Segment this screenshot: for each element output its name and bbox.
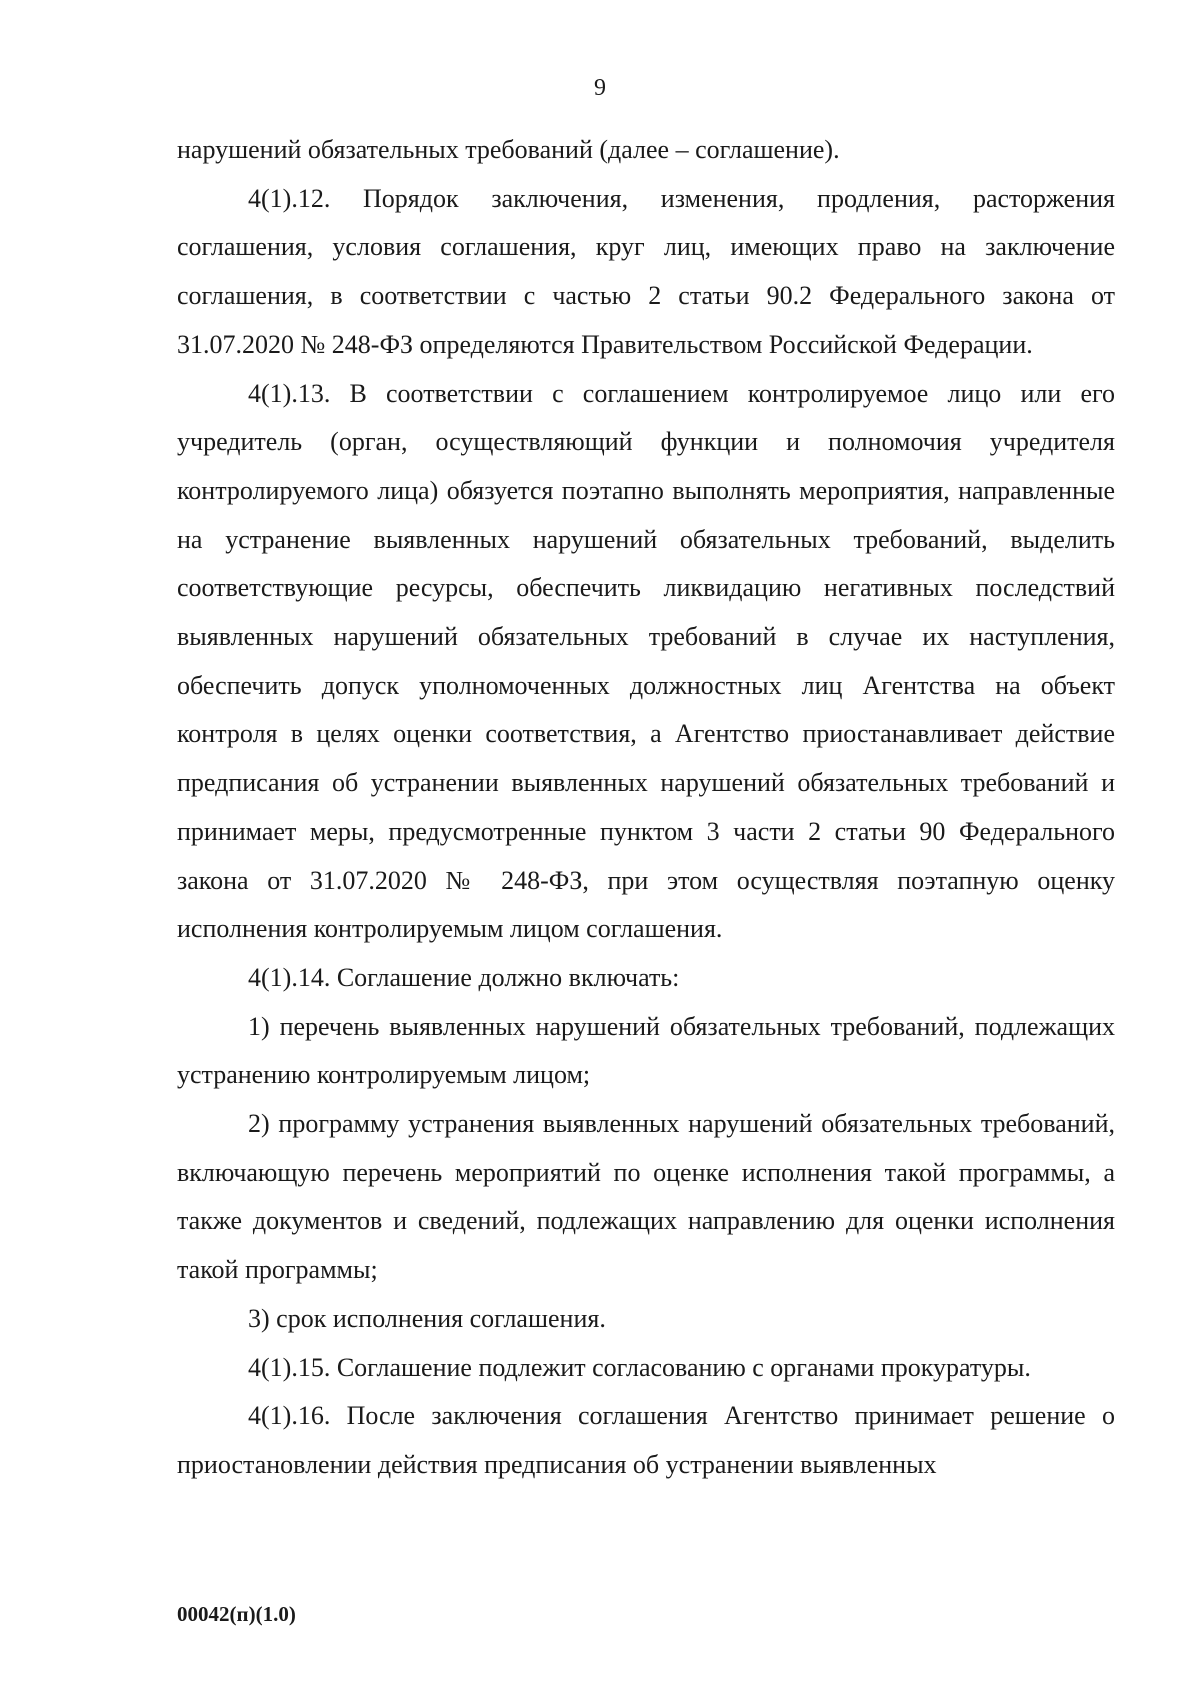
list-item-2: 2) программу устранения выявленных нарушений обязательных требований, включающую перечень мероприятий по оценке исполнения такой программы, а также документов и сведений, подлежащих направлению для оценки исполнения такой программы;: [177, 1109, 1115, 1285]
paragraph-continuation: нарушений обязательных требований (далее – соглашение).: [177, 135, 840, 164]
list-item-3: 3) срок исполнения соглашения.: [248, 1303, 606, 1333]
document-body: [177, 126, 1115, 1490]
document-footer-code: 00042(п)(1.0): [177, 1602, 296, 1626]
paragraph-4-1-16: 4(1).16. После заключения соглашения Агентство принимает решение о приостановлении действия предписания об устранении выявленных: [177, 1401, 1115, 1479]
list-item-1: 1) перечень выявленных нарушений обязательных требований, подлежащих устранению контролируемым лицом;: [177, 1011, 1115, 1090]
paragraph-4-1-13: 4(1).13. В соответствии с соглашением контролируемое лицо или его учредитель (орган, осуществляющий функции и полномочия учредителя контролируемого лица) обязуется поэтапно выполнять мероприятия, направленные на устранение выявленных нарушений обязательных требований, выделить соответствующие ресурсы, обеспечить ликвидацию негативных последствий выявленных нарушений обязательных требований в случае их наступления, обеспечить допуск уполномоченных должностных лиц Агентства на объект контроля в целях оценки соответствия, а Агентство приостанавливает действие предписания об устранении выявленных нарушений обязательных требований и принимает меры, предусмотренные пунктом 3 части 2 статьи 90 Федерального закона от 31.07.2020 № 248-ФЗ, при этом осуществляя поэтапную оценку исполнения контролируемым лицом соглашения.: [177, 378, 1115, 944]
paragraph-4-1-12: 4(1).12. Порядок заключения, изменения, продления, расторжения соглашения, условия соглашения, круг лиц, имеющих право на заключение соглашения, в соответствии с частью 2 статьи 90.2 Федерального закона от 31.07.2020 № 248-ФЗ определяются Правительством Российской Федерации.: [177, 183, 1115, 359]
paragraph-4-1-14: 4(1).14. Соглашение должно включать:: [248, 962, 680, 992]
paragraph-4-1-15: 4(1).15. Соглашение подлежит согласованию с органами прокуратуры.: [248, 1352, 1031, 1382]
page-number: 9: [594, 75, 606, 101]
